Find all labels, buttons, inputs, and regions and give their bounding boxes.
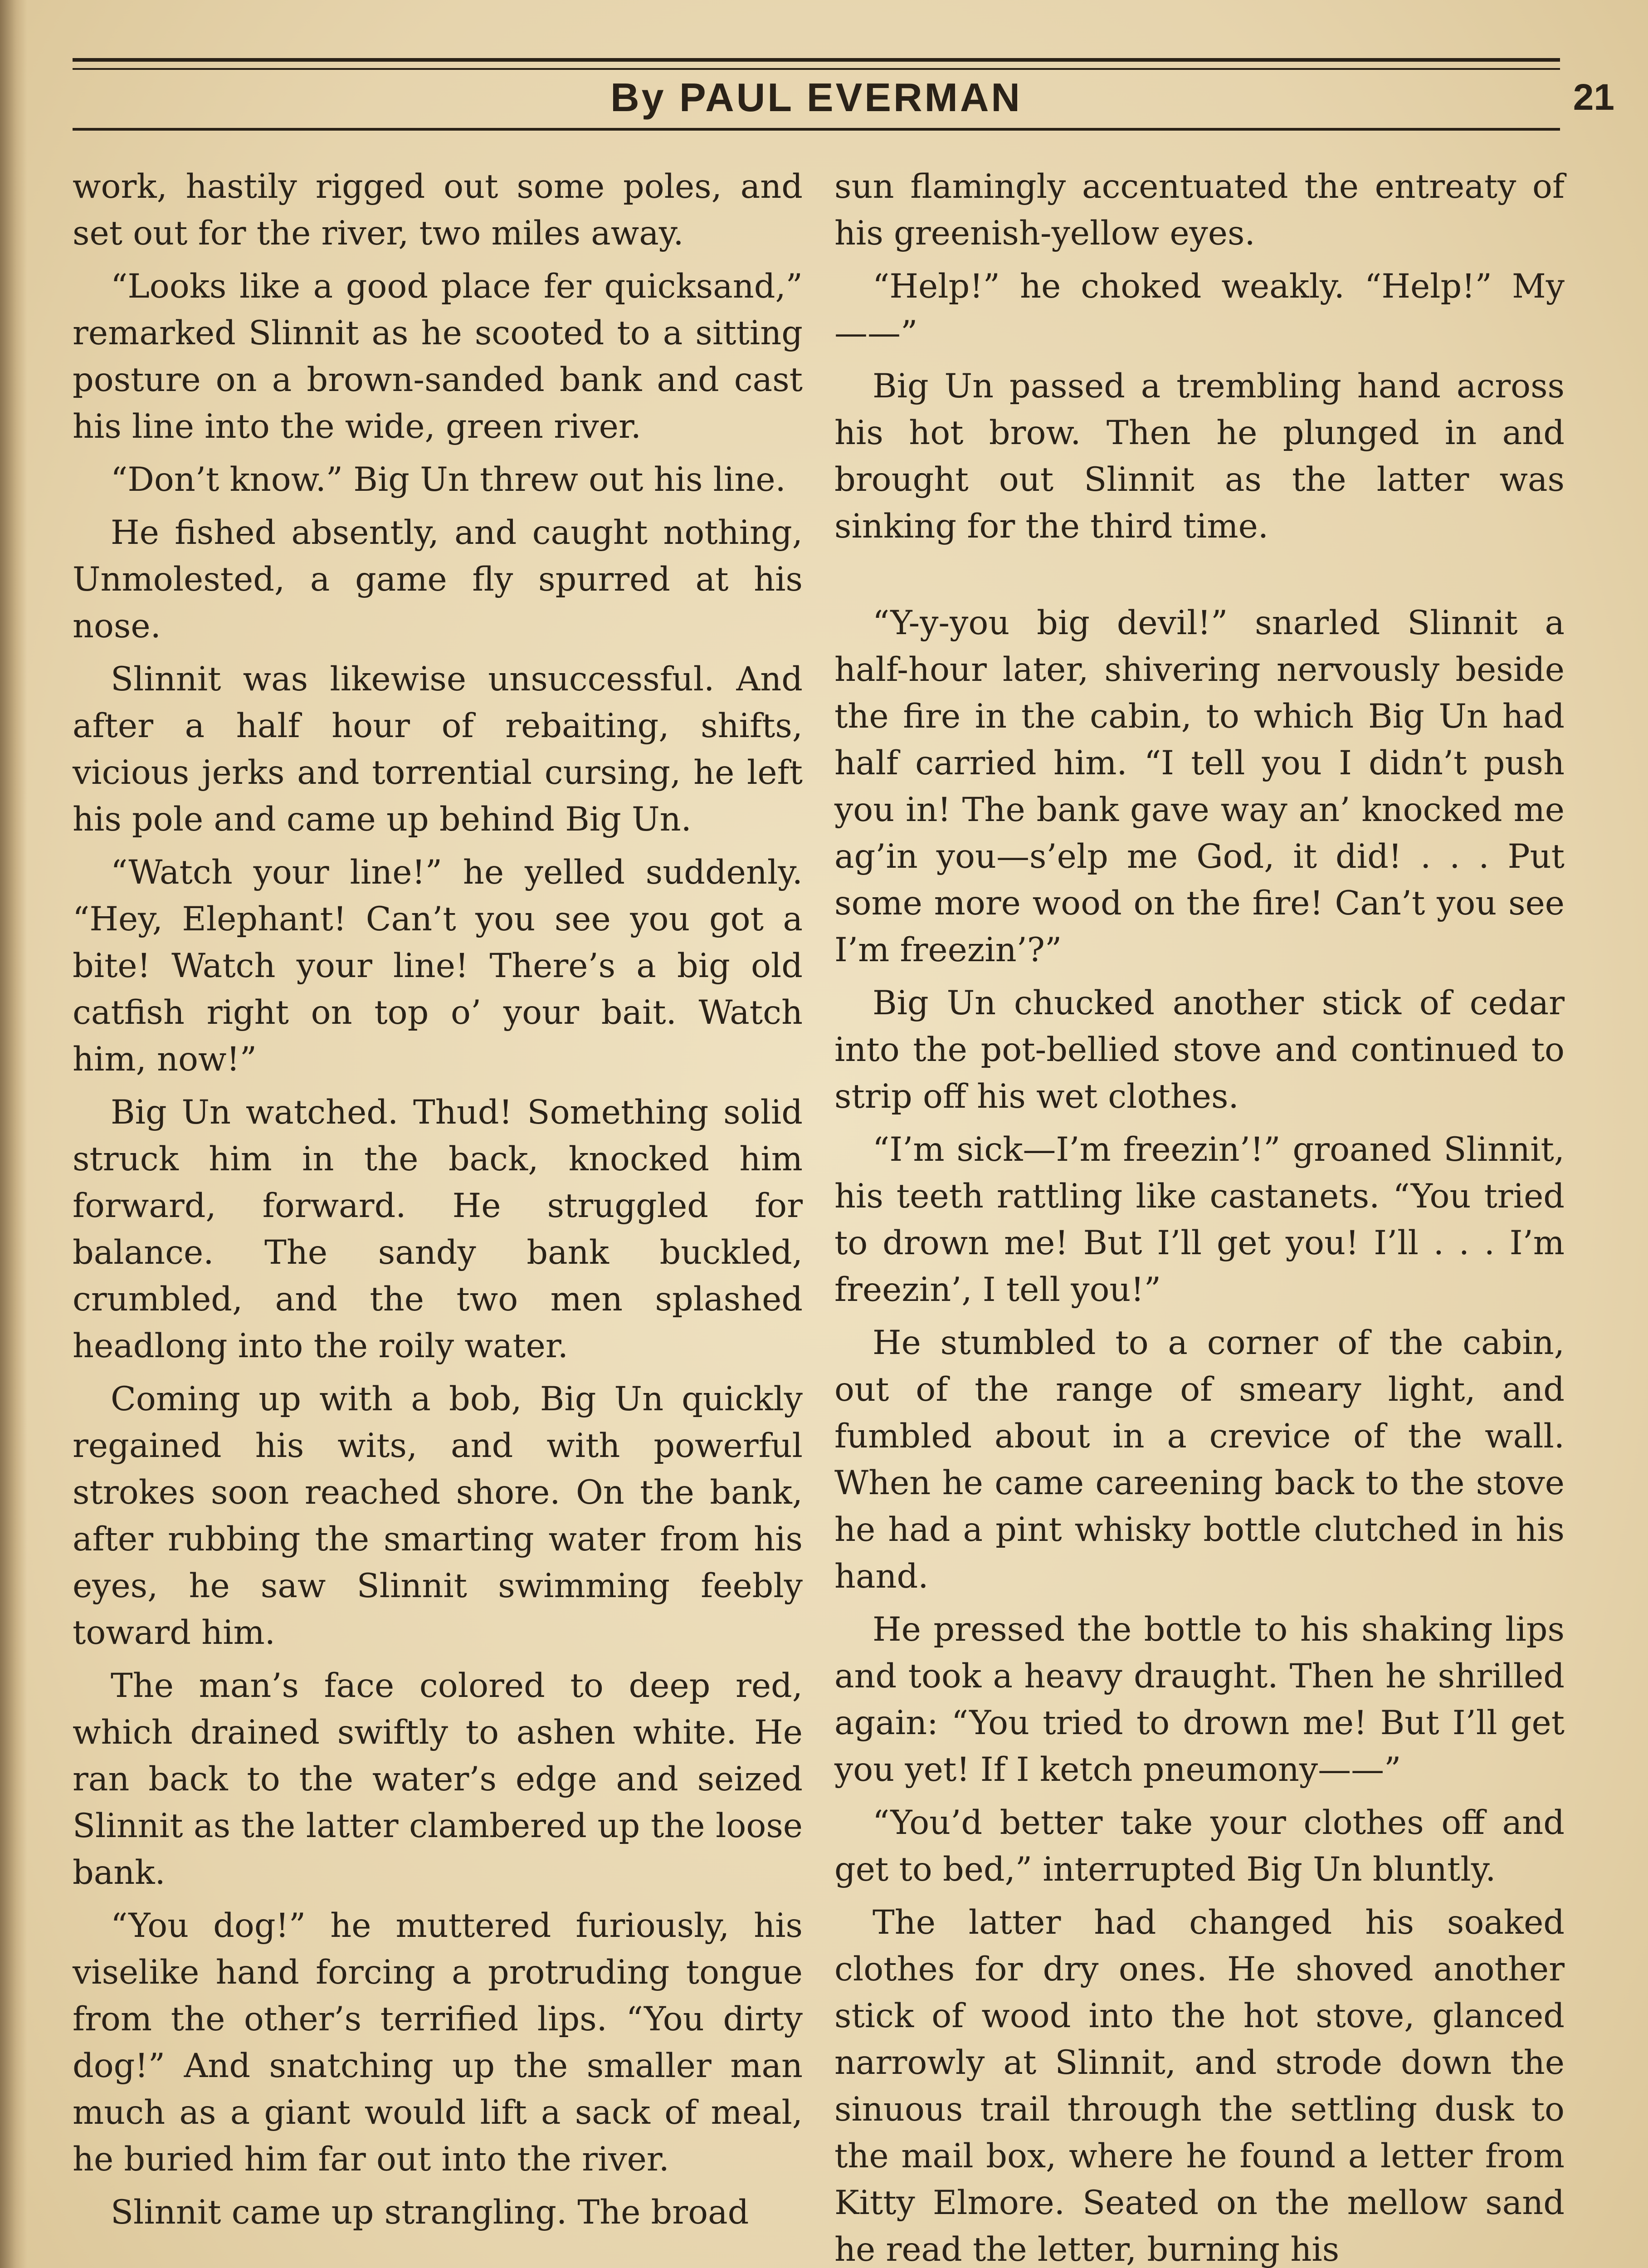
header-rule-top-thin (73, 68, 1560, 70)
paragraph: He pressed the bottle to his shaking lips and took a heavy draught. Then he shrilled again: “You tried to drown me! But I’ll get you yet! If I ketch pneumony——” (834, 1610, 1565, 1789)
paragraph: “Help!” he choked weakly. “Help!” My——” (834, 267, 1565, 352)
paragraph: Coming up with a bob, Big Un quickly regained his wits, and with powerful strokes soon reached shore. On the bank, after rubbing the smarting water from his eyes, he saw Slinnit swimming feebly toward him. (73, 1380, 803, 1652)
paragraph: He fished absently, and caught nothing, Unmolested, a game fly spurred at his nose. (73, 513, 803, 645)
paragraph: Big Un watched. Thud! Something solid struck him in the back, knocked him forward, forward. He struggled for balance. The sandy bank buckled, crumbled, and the two men splashed headlong into the roily water. (73, 1093, 803, 1365)
paragraph: sun flamingly accentuated the entreaty of his greenish-yellow eyes. (834, 167, 1565, 253)
paragraph: Big Un chucked another stick of cedar into the pot-bellied stove and continued to strip off his wet clothes. (834, 984, 1565, 1116)
paragraph: “You’d better take your clothes off and get to bed,” interrupted Big Un bluntly. (834, 1804, 1565, 1889)
paragraph: The man’s face colored to deep red, which drained swiftly to ashen white. He ran back to the water’s edge and seized Slinnit as the latter clambered up the loose bank. (73, 1667, 803, 1892)
page-number: 21 (1573, 77, 1614, 118)
text-column-right (834, 163, 1565, 2268)
paragraph: “I’m sick—I’m freezin’!” groaned Slinnit, his teeth rattling like castanets. “You tried to drown me! But I’ll get you! I’ll . . . I’m freezin’, I tell you!” (834, 1130, 1565, 1309)
paragraph: “Looks like a good place fer quicksand,” remarked Slinnit as he scooted to a sitting posture on a brown-sanded bank and cast his line into the wide, green river. (73, 267, 803, 446)
page-spine-shadow (0, 0, 27, 2268)
paragraph: Big Un passed a trembling hand across his hot brow. Then he plunged in and brought out Slinnit as the latter was sinking for the third time. (834, 367, 1565, 546)
paragraph: Slinnit came up strangling. The broad (111, 2193, 749, 2232)
paragraph: “Watch your line!” he yelled suddenly. “Hey, Elephant! Can’t you see you got a bite! Watch your line! There’s a big old catfish right on top o’ your bait. Watch him, now!” (73, 853, 803, 1079)
paragraph: He stumbled to a corner of the cabin, out of the range of smeary light, and fumbled about in a crevice of the wall. When he came careening back to the stove he had a pint whisky bottle clutched in his hand. (834, 1324, 1565, 1596)
paragraph: Slinnit was likewise unsuccessful. And after a half hour of rebaiting, shifts, vicious jerks and torrential cursing, he left his pole and came up behind Big Un. (73, 660, 803, 839)
paragraph: “You dog!” he muttered furiously, his viselike hand forcing a protruding tongue from the other’s terrified lips. “You dirty dog!” And snatching up the smaller man much as a giant would lift a sack of meal, he buried him far out into the river. (73, 1906, 803, 2179)
header-rule-top (73, 58, 1560, 62)
paragraph: “Y-y-you big devil!” snarled Slinnit a half-hour later, shivering nervously beside the fire in the cabin, to which Big Un had half carried him. “I tell you I didn’t push you in! The bank gave way an’ knocked me ag’in you—s’elp me God, it did! . . . Put some more wood on the fire! Can’t you see I’m freezin’?” (834, 604, 1565, 969)
paragraph: “Don’t know.” Big Un threw out his line. (111, 460, 786, 499)
text-column-left (73, 163, 803, 2242)
running-header-author: By PAUL EVERMAN (610, 75, 1022, 120)
paragraph: work, hastily rigged out some poles, and set out for the river, two miles away. (73, 167, 803, 253)
paragraph: The latter had changed his soaked clothes for dry ones. He shoved another stick of wood into the hot stove, glanced narrowly at Slinnit, and strode down the sinuous trail through the settling dusk to the mail box, where he found a letter from Kitty Elmore. Seated on the mellow sand he read the letter, burning his (834, 1903, 1565, 2268)
header-rule-bottom (73, 128, 1560, 131)
